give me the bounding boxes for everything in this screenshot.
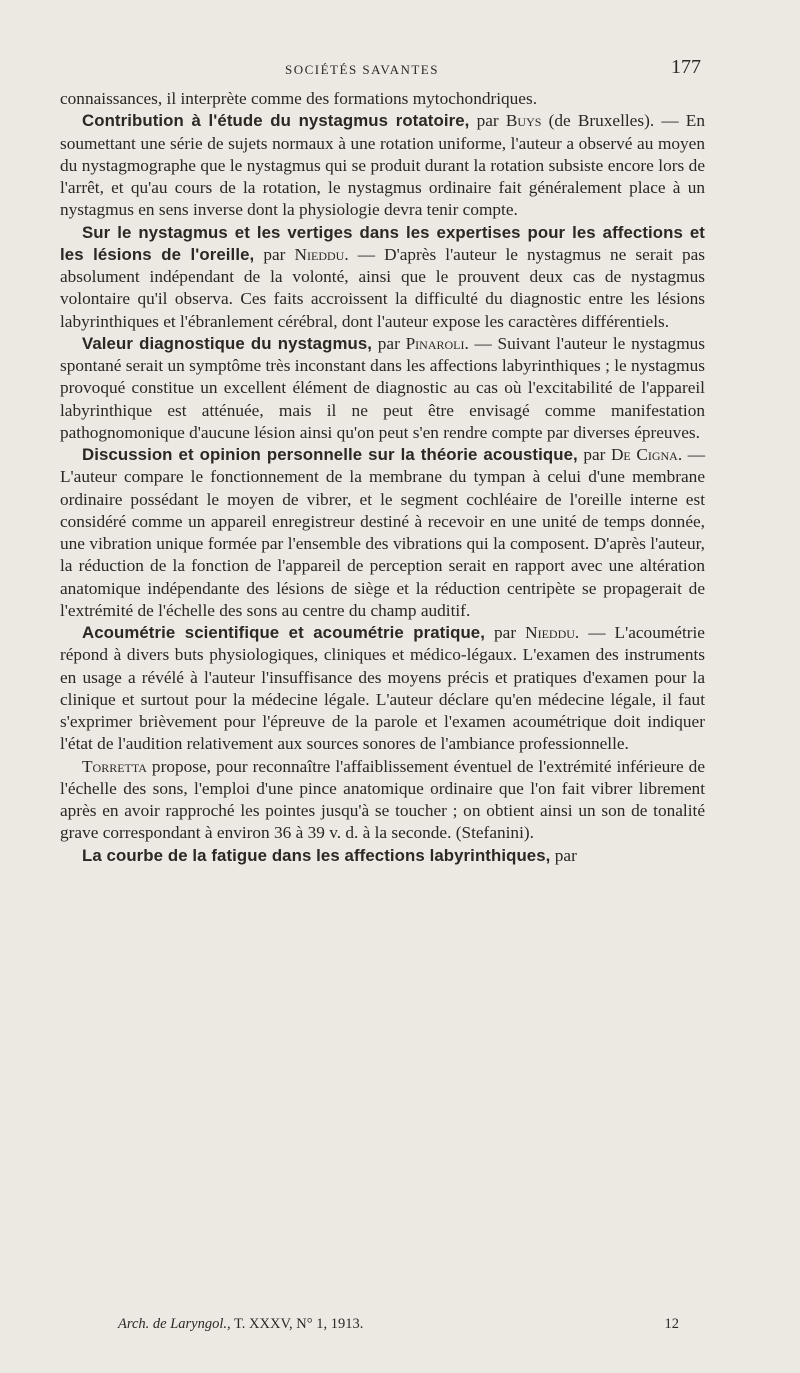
paragraph-de-cigna [60, 444, 705, 622]
article-body [60, 88, 705, 867]
book-page [60, 0, 705, 1373]
paragraph-text: . — Suivant l'auteur le nystagmus spontané serait un symptôme très inconstant dans les affections labyrinthiques ; le nystagmus provoqué constitue un excellent élément de diagnostic au cas où l'excitabilité de l'appareil labyrinthique est atténuée, mais il ne peut être envisagé comme manifestation pathognomonique d'aucune lésion ainsi qu'on peut s'en rendre compte par diverses épreuves. [60, 333, 705, 442]
journal-volume: , T. XXXV, N° 1, 1913. [227, 1316, 364, 1332]
par-label: par [485, 623, 526, 642]
paragraph-torretta [60, 756, 705, 845]
par-label: par [254, 244, 295, 264]
paragraph-text: connaissances, il interprète comme des formations mytochondriques. [60, 89, 538, 108]
paragraph-nieddu-nystagmus [60, 222, 705, 333]
author-name: Pinaroli [405, 333, 465, 353]
section-heading: Contribution à l'étude du nystagmus rotatoire, [82, 111, 470, 131]
printer-signature-mark: 12 [664, 1316, 679, 1332]
journal-title: Arch. de Laryngol. [118, 1316, 228, 1332]
par-label: par [550, 845, 577, 865]
author-name: Torretta [82, 756, 147, 776]
paragraph-text: . — D'après l'auteur le nystagmus ne serait pas absolument indépendant de la volonté, ainsi que le prouvent deux cas de nystagmus volontaire qu'il observa. Ces faits accroissent la difficulté du diagnostic entre les lésions labyrinthiques et l'ébranlement cérébral, dont l'auteur expose les caractères différentiels. [60, 244, 705, 331]
running-head: SOCIÉTÉS SAVANTES [285, 62, 439, 77]
paragraph-text: propose, pour reconnaître l'affaiblissement éventuel de l'extrémité inférieure de l'échelle des sons, l'emploi d'une pince anatomique ordinaire que l'on fait vibrer librement après en avoir rapproché les pointes jusqu'à se toucher ; on obtient ainsi un son de tonalité grave correspondant à environ 36 à 39 v. d. à la seconde. (Stefanini). [60, 756, 705, 843]
paragraph-buys [60, 110, 705, 221]
paragraph-text: . — L'auteur compare le fonctionnement de la membrane du tympan à celui d'une membrane ordinaire possédant le moyen de vibrer, et le segment cochléaire de l'oreille interne est considéré comme un appareil enregistreur destiné à recevoir en une unité de temps donnée, une vibration unique formée par l'ensemble des vibrations qui la composent. D'après l'auteur, la réduction de la fonction de l'appareil de perception serait en rapport avec une altération anatomique indépendante des lésions de siège et la réduction centripète se propagerait de l'extrémité de l'échelle des sons au centre du champ auditif. [60, 445, 705, 620]
paragraph-text: . — L'acoumétrie répond à divers buts physiologiques, cliniques et médico-légaux. L'examen des instruments en usage a révélé à l'auteur l'insuffisance des moyens précis et pratiques d'examen pour la clinique et surtout pour la médecine légale. L'auteur déclare qu'en médecine légale, il faut s'exprimer brièvement pour l'épreuve de la parole et l'examen acoumétrique doit indiquer l'état de l'audition relativement aux sources sonores de l'ambiance professionnelle. [60, 623, 705, 754]
paragraph-text: (de Bruxelles). — En soumettant une série de sujets normaux à une rotation uniforme, l'auteur a observé au moyen du nystagmographe que le nystagmus qui se produit durant la rotation subsiste encore lors de l'arrêt, et qu'au cours de la rotation, le nystagmus ordinaire fait généralement place à un nystagmus en sens inverse dont la physiologie devra tenir compte. [60, 111, 705, 220]
author-name: Nieddu [525, 623, 575, 642]
par-label: par [577, 445, 611, 464]
section-heading: Sur le nystagmus et les vertiges dans les expertises pour les affections et les lésions de l'oreille, [60, 222, 705, 264]
page-number: 177 [671, 56, 701, 78]
section-heading: Discussion et opinion personnelle sur la théorie acoustique, [82, 445, 578, 464]
section-heading: Acoumétrie scientifique et acoumétrie pratique, [82, 623, 486, 642]
paragraph-continued [60, 88, 705, 110]
section-heading: La courbe de la fatigue dans les affections labyrinthiques, [82, 845, 551, 865]
par-label: par [372, 333, 406, 353]
author-name: De Cigna [610, 445, 678, 464]
paragraph-pinaroli [60, 333, 705, 444]
page-header [60, 58, 705, 80]
paragraph-fatigue [60, 845, 705, 867]
journal-citation [118, 1316, 363, 1333]
author-name: Nieddu [294, 244, 345, 264]
par-label: par [469, 111, 506, 131]
page-footer [60, 1316, 705, 1336]
author-name: Buys [505, 111, 542, 131]
section-heading: Valeur diagnostique du nystagmus, [82, 333, 373, 353]
paragraph-nieddu-acoumetrie [60, 622, 705, 756]
